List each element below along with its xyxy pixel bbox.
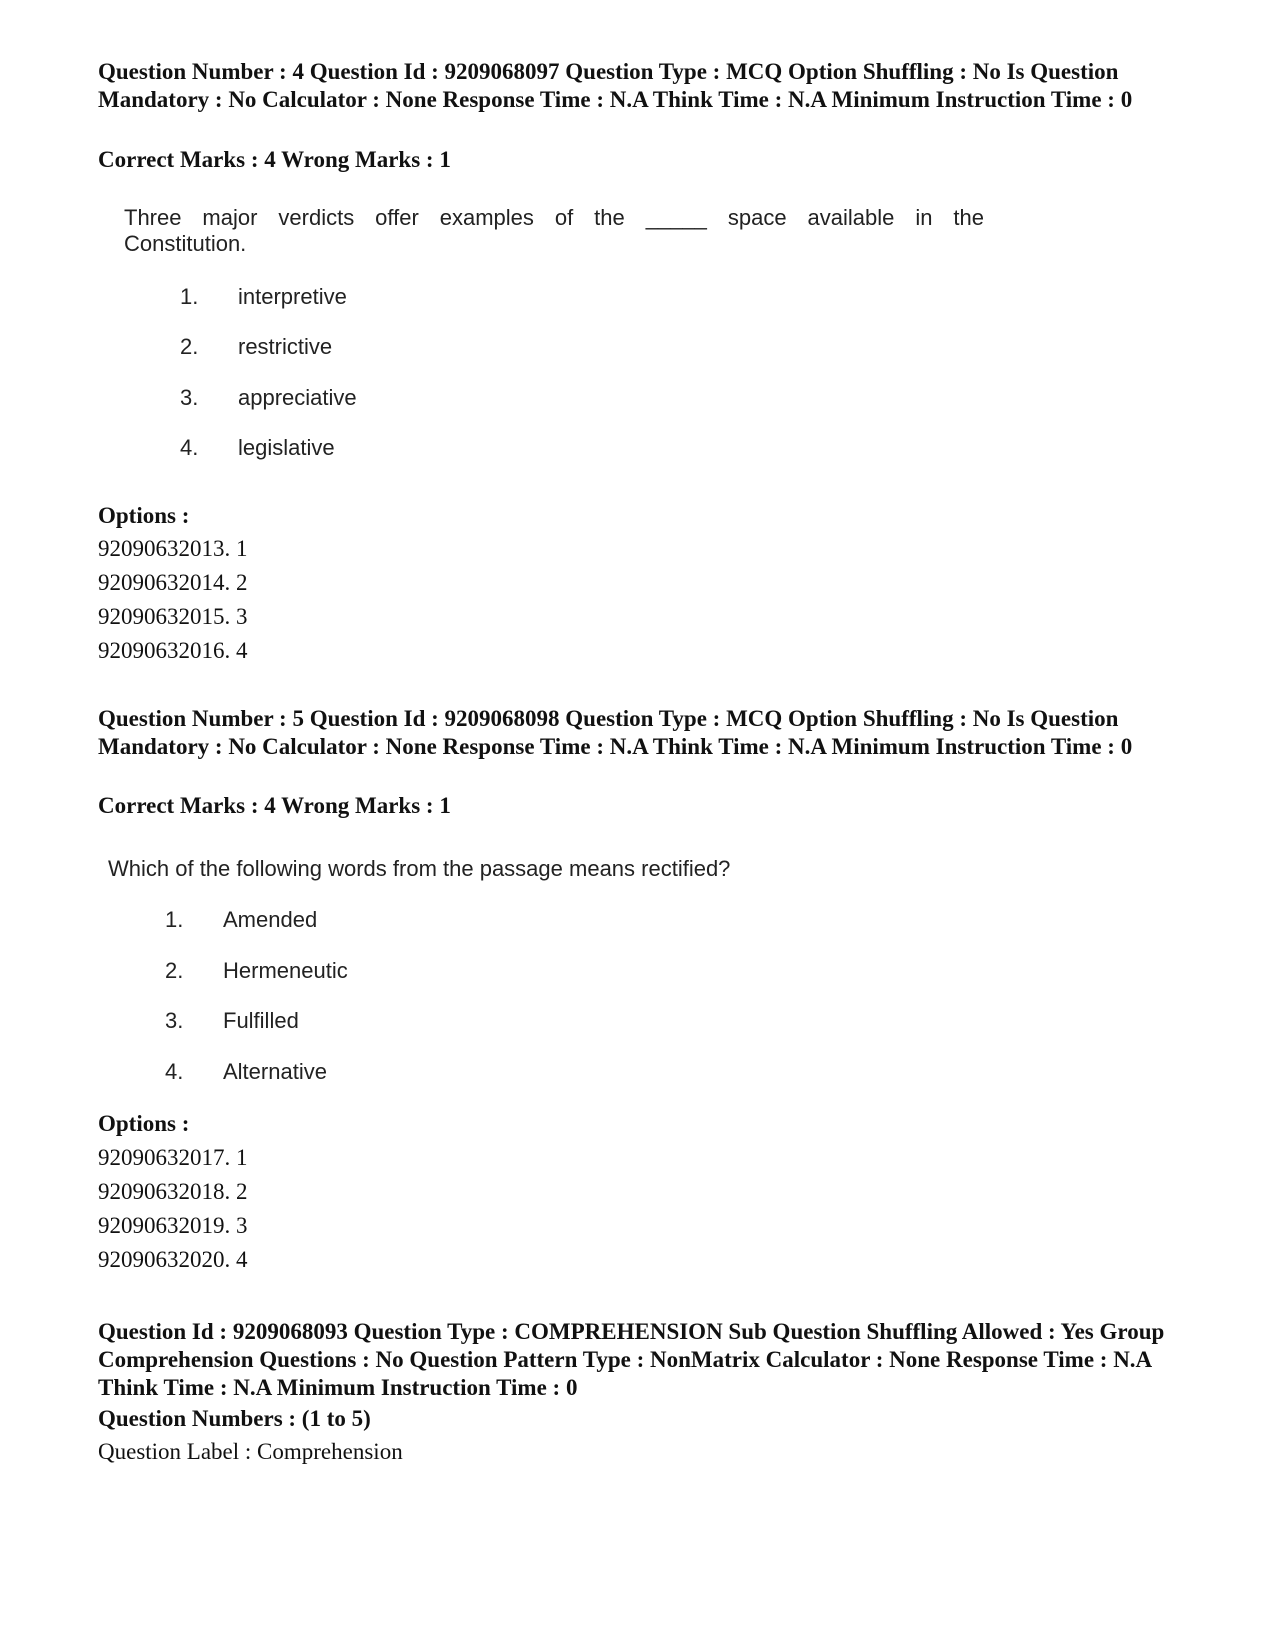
q5-option-3: 92090632019. 3: [98, 1213, 248, 1238]
q4-option-3: 92090632015. 3: [98, 604, 248, 629]
q5-option-2: 92090632018. 2: [98, 1179, 248, 1204]
q5-choice-1-text: Amended: [223, 907, 318, 932]
q5-choice-1: [165, 907, 317, 933]
q5-choice-2-text: Hermeneutic: [223, 958, 348, 983]
q4-options-heading: Options :: [98, 503, 190, 528]
q4-choice-4-text: legislative: [238, 435, 335, 460]
q4-option-2: 92090632014. 2: [98, 570, 248, 595]
q4-meta: Question Number : 4 Question Id : 9209068097 Question Type : MCQ Option Shuffling : No Is Question Mandatory : No Calculator : None Response Time : N.A Think Time : N.A Minimum Instruction Time : 0: [98, 59, 1133, 112]
q5-choice-3-num: 3.: [165, 1008, 184, 1033]
q5-choice-1-num: 1.: [165, 907, 184, 932]
q5-options-heading: Options :: [98, 1111, 190, 1136]
q5-choice-3-text: Fulfilled: [223, 1008, 299, 1033]
comprehension-meta: Question Id : 9209068093 Question Type : COMPREHENSION Sub Question Shuffling Allowed : Yes Group Comprehension Questions : No Question Pattern Type : NonMatrix Calculator : None Response Time : N.A Think Time : N.A Minimum Instruction Time : 0: [98, 1319, 1165, 1400]
comprehension-question-label: Question Label : Comprehension: [98, 1439, 403, 1464]
q5-option-1: 92090632017. 1: [98, 1145, 248, 1170]
q5-choice-4-num: 4.: [165, 1059, 184, 1084]
q4-choice-2: [180, 334, 332, 360]
q4-choice-3: [180, 385, 357, 411]
q4-choice-2-num: 2.: [180, 334, 199, 359]
q5-choice-4-text: Alternative: [223, 1059, 327, 1084]
q4-option-4: 92090632016. 4: [98, 638, 248, 663]
comprehension-question-numbers: Question Numbers : (1 to 5): [98, 1406, 371, 1431]
q4-choice-3-num: 3.: [180, 385, 199, 410]
q5-choice-3: [165, 1008, 299, 1034]
q4-choice-1-text: interpretive: [238, 284, 347, 309]
q4-question-text: Three major verdicts offer examples of the _____ space available in the Constitution.: [124, 205, 984, 256]
q5-marks: Correct Marks : 4 Wrong Marks : 1: [98, 793, 451, 818]
q5-choice-2-num: 2.: [165, 958, 184, 983]
q5-choice-2: [165, 958, 348, 984]
q4-marks: Correct Marks : 4 Wrong Marks : 1: [98, 147, 451, 172]
q4-choice-1-num: 1.: [180, 284, 199, 309]
q4-choice-4: [180, 435, 335, 461]
q4-option-1: 92090632013. 1: [98, 536, 248, 561]
q5-option-4: 92090632020. 4: [98, 1247, 248, 1272]
q4-choice-1: [180, 284, 347, 310]
q5-question-text: Which of the following words from the passage means rectified?: [108, 856, 731, 881]
q4-choice-4-num: 4.: [180, 435, 199, 460]
q5-choice-4: [165, 1059, 327, 1085]
q4-choice-2-text: restrictive: [238, 334, 333, 359]
q5-meta: Question Number : 5 Question Id : 9209068098 Question Type : MCQ Option Shuffling : No Is Question Mandatory : No Calculator : None Response Time : N.A Think Time : N.A Minimum Instruction Time : 0: [98, 706, 1133, 759]
q4-choice-3-text: appreciative: [238, 385, 357, 410]
